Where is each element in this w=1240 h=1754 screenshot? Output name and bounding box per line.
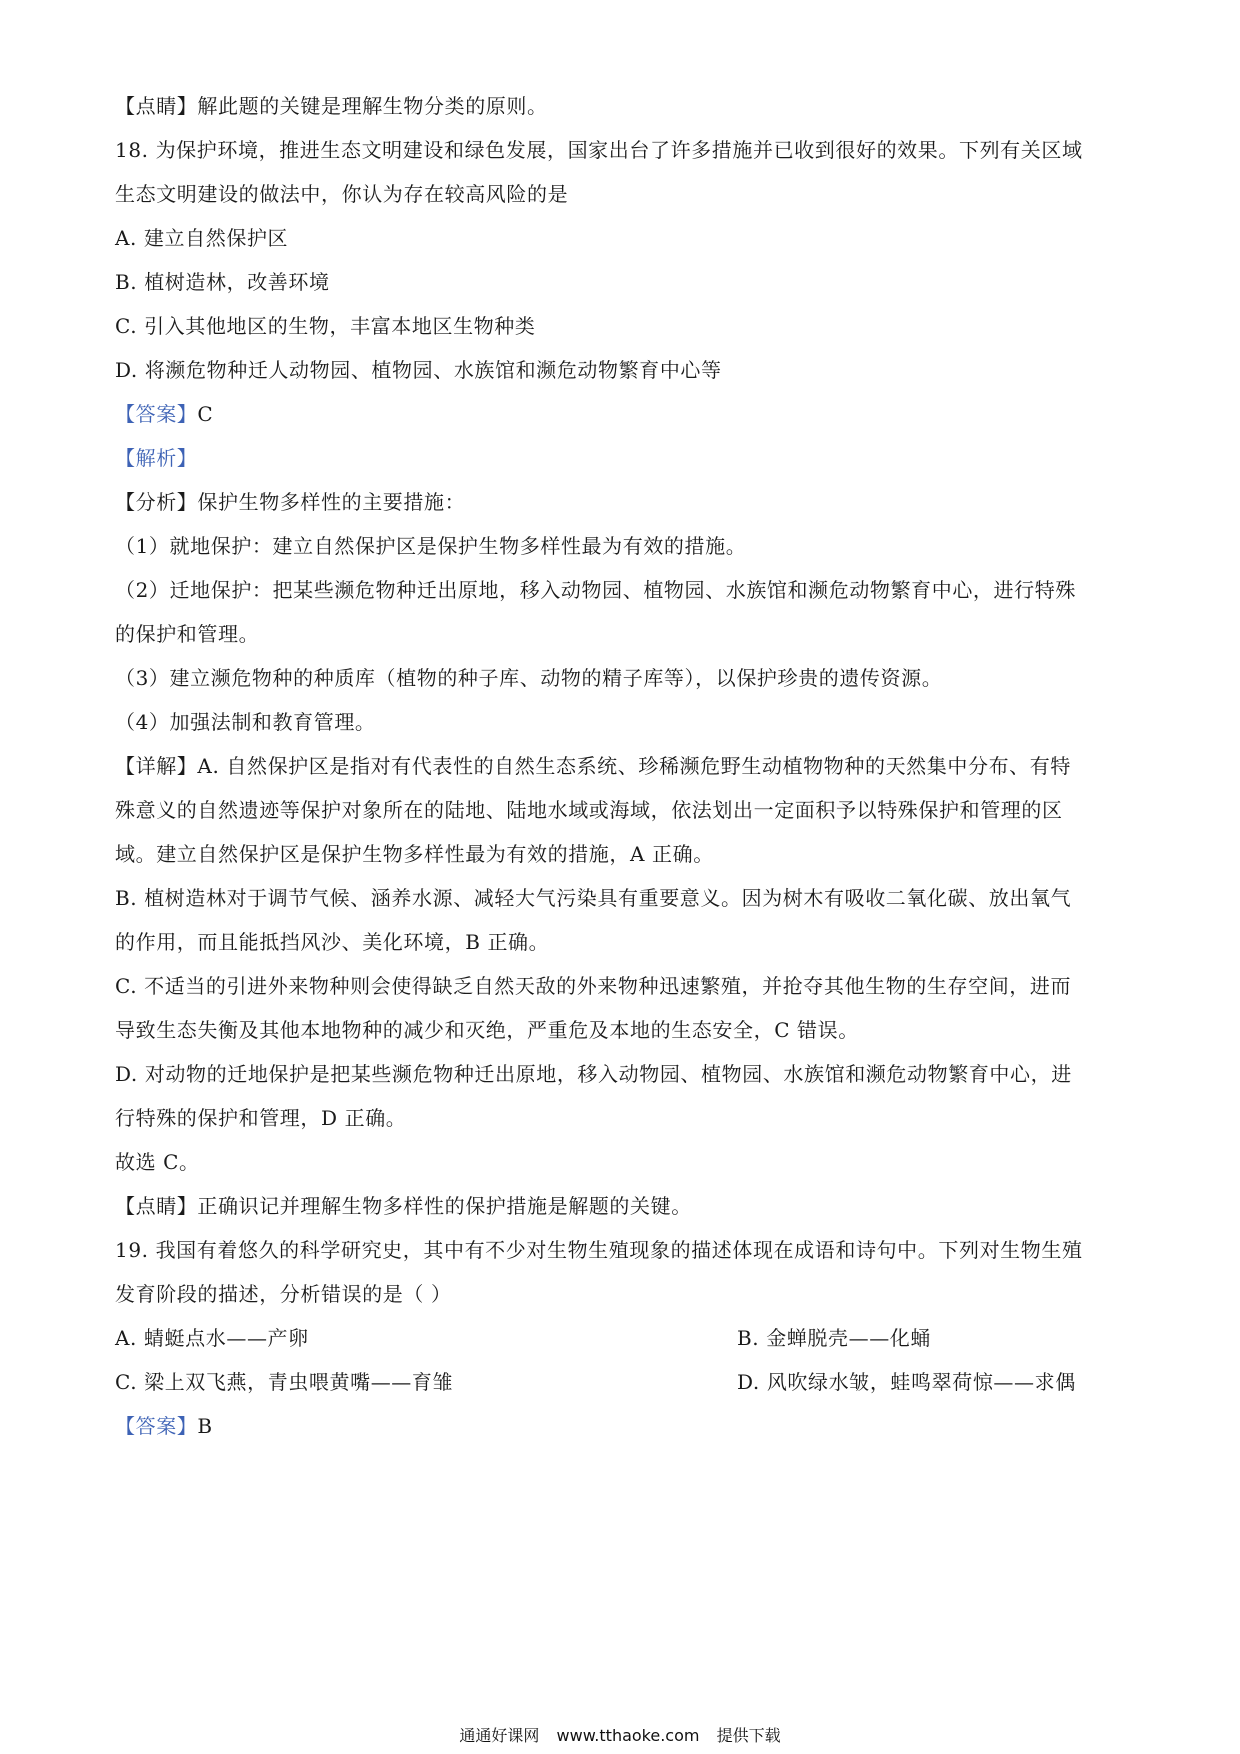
answer-value: B	[197, 1414, 213, 1438]
q18-option-b: B. 植树造林，改善环境	[115, 270, 330, 294]
q18-option-d: D. 将濒危物种迁人动物园、植物园、水族馆和濒危动物繁育中心等	[115, 358, 722, 382]
q18-detail-d-line1: D. 对动物的迁地保护是把某些濒危物种迁出原地，移入动物园、植物园、水族馆和濒危动物繁育中心，进	[115, 1062, 1072, 1086]
q19-answer	[115, 1411, 1135, 1441]
q19-option-d: D. 风吹绿水皱，蛙鸣翠荷惊——求偶	[737, 1370, 1076, 1394]
q18-detail-d-line2: 行特殊的保护和管理，D 正确。	[115, 1106, 407, 1130]
footer-suffix: 提供下载	[716, 1726, 781, 1745]
q19-option-b: B. 金蝉脱壳——化蛹	[737, 1326, 932, 1350]
q19-options-row2	[115, 1367, 1135, 1397]
q18-detail-a-line2: 殊意义的自然遗迹等保护对象所在的陆地、陆地水域或海域，依法划出一定面积予以特殊保护和管理的区	[115, 798, 1063, 822]
q18-measure-2-line1: （2）迁地保护：把某些濒危物种迁出原地，移入动物园、植物园、水族馆和濒危动物繁育中心，进行特殊	[115, 578, 1076, 602]
dianjing-tag: 【点睛】	[115, 94, 198, 118]
dianjing-tag: 【点睛】	[115, 1194, 198, 1218]
dianjing-text: 正确识记并理解生物多样性的保护措施是解题的关键。	[197, 1194, 692, 1218]
q18-answer	[115, 399, 1135, 429]
q18-detail-a-line3: 域。建立自然保护区是保护生物多样性最为有效的措施，A 正确。	[115, 842, 714, 866]
detail-a-text: A. 自然保护区是指对有代表性的自然生态系统、珍稀濒危野生动植物物种的天然集中分布、有特	[197, 754, 1071, 778]
answer-value: C	[197, 402, 214, 426]
q18-measure-1: （1）就地保护：建立自然保护区是保护生物多样性最为有效的措施。	[115, 534, 747, 558]
q18-analysis	[115, 487, 1135, 517]
q18-stem-line2: 生态文明建设的做法中，你认为存在较高风险的是	[115, 182, 569, 206]
analysis-tag: 【分析】	[115, 490, 198, 514]
footer-site-name: 通通好课网	[459, 1726, 540, 1745]
q19-stem-line2: 发育阶段的描述，分析错误的是（ ）	[115, 1282, 452, 1306]
answer-tag: 【答案】	[115, 402, 198, 426]
q18-conclusion: 故选 C。	[115, 1150, 200, 1174]
q18-measure-4: （4）加强法制和教育管理。	[115, 710, 376, 734]
q18-detail-b-line1: B. 植树造林对于调节气候、涵养水源、减轻大气污染具有重要意义。因为树木有吸收二氧化碳、放出氧气	[115, 886, 1072, 910]
q18-option-c: C. 引入其他地区的生物，丰富本地区生物种类	[115, 314, 536, 338]
dianjing-text: 解此题的关键是理解生物分类的原则。	[197, 94, 548, 118]
analysis-intro: 保护生物多样性的主要措施：	[197, 490, 466, 514]
q19-options-row1	[115, 1323, 1135, 1353]
q18-option-a: A. 建立自然保护区	[115, 226, 289, 250]
footer-url[interactable]: www.tthaoke.com	[556, 1726, 700, 1745]
q19-option-c: C. 梁上双飞燕，青虫喂黄嘴——育雏	[115, 1370, 454, 1394]
q18-detail-a-line1	[115, 751, 1135, 781]
q19-option-a: A. 蜻蜓点水——产卵	[115, 1326, 309, 1350]
detail-tag: 【详解】	[115, 754, 198, 778]
q18-detail-b-line2: 的作用，而且能抵挡风沙、美化环境，B 正确。	[115, 930, 550, 954]
answer-tag: 【答案】	[115, 1414, 198, 1438]
prev-dianjing	[115, 91, 1135, 121]
q18-jiexi-tag: 【解析】	[115, 446, 198, 470]
q18-detail-c-line1: C. 不适当的引进外来物种则会使得缺乏自然天敌的外来物种迅速繁殖，并抢夺其他生物的生存空间，进而	[115, 974, 1072, 998]
q18-measure-2-line2: 的保护和管理。	[115, 622, 260, 646]
q18-measure-3: （3）建立濒危物种的种质库（植物的种子库、动物的精子库等），以保护珍贵的遗传资源。	[115, 666, 943, 690]
page-footer	[0, 1723, 1240, 1746]
q18-dianjing	[115, 1191, 1135, 1221]
q18-detail-c-line2: 导致生态失衡及其他本地物种的减少和灭绝，严重危及本地的生态安全，C 错误。	[115, 1018, 859, 1042]
q18-stem-line1: 18. 为保护环境，推进生态文明建设和绿色发展，国家出台了许多措施并已收到很好的效果。下列有关区域	[115, 138, 1083, 162]
q19-stem-line1: 19. 我国有着悠久的科学研究史，其中有不少对生物生殖现象的描述体现在成语和诗句中。下列对生物生殖	[115, 1238, 1083, 1262]
